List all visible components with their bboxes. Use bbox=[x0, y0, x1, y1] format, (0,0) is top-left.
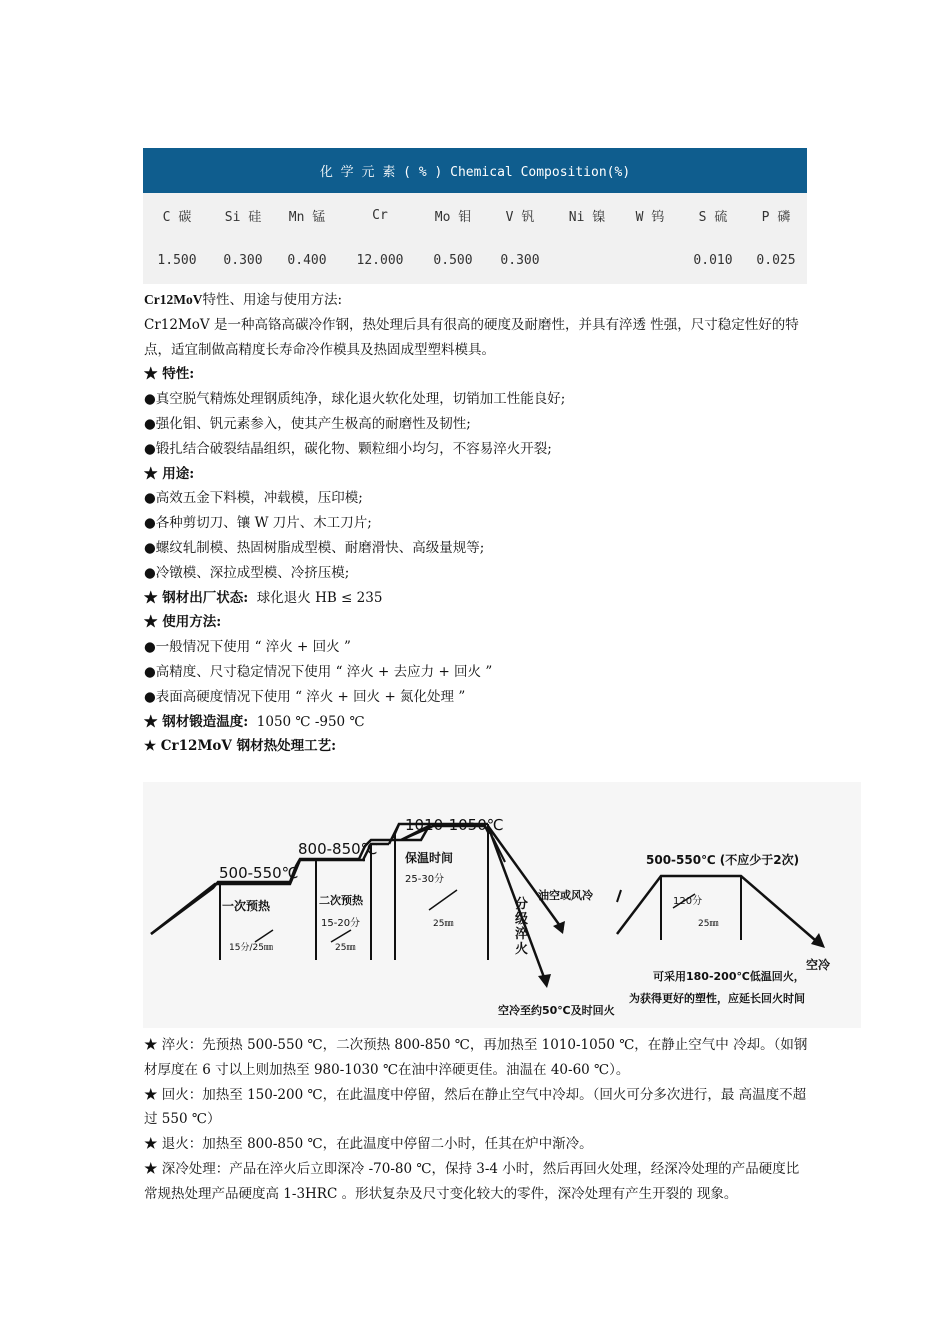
usage-item: ●高精度、尺寸稳定情况下使用 “ 淬火 + 去应力 + 回火 ” bbox=[144, 663, 493, 680]
stage3-time: 25-30分 bbox=[405, 874, 445, 885]
uses-heading: ★ 用途: bbox=[144, 465, 195, 482]
delivery-label: ★ 钢材出厂状态: bbox=[144, 589, 249, 606]
stage2-unit: 25㎜ bbox=[335, 943, 356, 953]
value-cell: 0.300 bbox=[223, 253, 263, 268]
value-cell: 0.300 bbox=[500, 253, 540, 268]
temp-label-3: 1010-1050℃ bbox=[405, 816, 504, 834]
step-quench-label: 级 bbox=[515, 912, 529, 927]
value-cell: 0.025 bbox=[756, 253, 796, 268]
element-cell: Mo 钼 bbox=[434, 210, 472, 225]
value-cell: 1.500 bbox=[157, 253, 197, 268]
use-item: ●冷镦模、深拉成型模、冷挤压模; bbox=[144, 564, 350, 581]
stage3-label: 保温时间 bbox=[405, 851, 454, 865]
element-cell: Si 硅 bbox=[224, 210, 262, 225]
grade-name: Cr12MoV bbox=[144, 292, 203, 307]
composition-table bbox=[143, 148, 807, 284]
element-cell: C 碳 bbox=[162, 210, 192, 225]
note-cryogenic: ★ 深冷处理：产品在淬火后立即深冷 -70-80 ℃，保持 3-4 小时，然后再回火处理，经深冷处理的产品硬度比常规热处理产品硬度高 1-3HRC 。形状复杂及尺寸变化较大的零件，深冷处理有产生开裂的 现象。 bbox=[144, 1160, 800, 1202]
temper-note-1: 可采用180-200℃低温回火， bbox=[653, 970, 805, 983]
composition-body bbox=[143, 193, 807, 284]
element-cell: V 钒 bbox=[505, 210, 535, 225]
intro-title-rest: 特性、用途与使用方法: bbox=[202, 292, 343, 308]
use-item: ●螺纹轧制模、热固树脂成型模、耐磨滑快、高级量规等; bbox=[144, 539, 485, 556]
step-quench-label: 火 bbox=[515, 942, 529, 957]
step-quench-label: 分 bbox=[515, 897, 529, 912]
use-item: ●高效五金下料模，冲载模，压印模; bbox=[144, 490, 363, 507]
temper-note-2: 为获得更好的塑性，应延长回火时间 bbox=[629, 992, 805, 1005]
temp-label-1: 500-550℃ bbox=[219, 864, 299, 882]
feature-item: ●真空脱气精炼处理钢质纯净，球化退火软化处理，切销加工性能良好; bbox=[144, 391, 566, 408]
heat-treatment-diagram bbox=[143, 782, 861, 1028]
forging-label: ★ 钢材锻造温度: bbox=[144, 713, 249, 730]
stage1-time: 15分/25㎜ bbox=[229, 943, 273, 953]
temp-label-2: 800-850℃ bbox=[298, 840, 378, 858]
process-notes bbox=[144, 1033, 810, 1207]
stage1-label: 一次预热 bbox=[222, 899, 271, 913]
usage-item: ●一般情况下使用 “ 淬火 + 回火 ” bbox=[144, 639, 351, 656]
temp-label-4: 500-550℃ (不应少于2次) bbox=[646, 853, 800, 867]
element-cell: W 钨 bbox=[635, 210, 665, 225]
value-cell: 0.400 bbox=[287, 253, 327, 268]
stage3-unit: 25㎜ bbox=[433, 919, 454, 929]
air-cool-temper-label: 空冷至约50℃及时回火 bbox=[498, 1004, 615, 1017]
heat-treatment-svg bbox=[143, 782, 861, 1028]
body-text bbox=[144, 288, 808, 759]
note-quench: ★ 淬火：先预热 500-550 ℃，二次预热 800-850 ℃，再加热至 1010-1050 ℃，在静止空气中 冷却。（如钢材厚度在 6 寸以上则加热至 980-1030 ℃在油中淬硬更佳。油温在 40-60 ℃）。 bbox=[144, 1037, 808, 1078]
feature-item: ●强化钼、钒元素参入，使其产生极高的耐磨性及韧性; bbox=[144, 415, 471, 432]
air-cool-label: 空冷 bbox=[806, 958, 831, 972]
note-temper: ★ 回火：加热至 150-200 ℃，在此温度中停留，然后在静止空气中冷却。（回火可分多次进行，最 高温度不超过 550 ℃） bbox=[144, 1086, 807, 1128]
element-cell: Cr bbox=[372, 208, 388, 223]
intro-description: Cr12MoV 是一种高铬高碳冷作钢，热处理后具有很高的硬度及耐磨性，并具有淬透 性强，尺寸稳定性好的特点，适宜制做高精度长寿命冷作模具及热固成型塑料模具。 bbox=[144, 316, 799, 358]
delivery-line bbox=[144, 586, 808, 611]
cool-oil-air-label: 油空或风冷 bbox=[538, 889, 593, 902]
value-row bbox=[143, 238, 807, 283]
process-title: ★ Cr12MoV 钢材热处理工艺: bbox=[144, 738, 337, 755]
step-quench-label: 淬 bbox=[515, 927, 529, 942]
value-cell: 12.000 bbox=[356, 253, 404, 268]
intro-title bbox=[144, 288, 808, 313]
stage2-label: 二次预热 bbox=[319, 894, 363, 907]
temper-unit: 25㎜ bbox=[698, 919, 719, 929]
element-cell: Mn 锰 bbox=[288, 210, 326, 225]
value-cell: 0.010 bbox=[693, 253, 733, 268]
element-cell: S 硫 bbox=[698, 210, 728, 225]
forging-line bbox=[144, 710, 808, 735]
use-item: ●各种剪切刀、镶 W 刀片、木工刀片; bbox=[144, 515, 372, 532]
feature-item: ●锻扎结合破裂结晶组织，碳化物、颗粒细小均匀，不容易淬火开裂; bbox=[144, 440, 552, 457]
usage-item: ●表面高硬度情况下使用 “ 淬火 + 回火 + 氮化处理 ” bbox=[144, 688, 466, 705]
element-row bbox=[143, 193, 807, 238]
features-heading: ★ 特性: bbox=[144, 366, 195, 383]
delivery-value: 球化退火 HB ≤ 235 bbox=[256, 589, 383, 606]
temper-time: 120分 bbox=[673, 896, 703, 907]
value-cell: 0.500 bbox=[433, 253, 473, 268]
composition-header: 化 学 元 素 ( % ) Chemical Composition(%) bbox=[143, 148, 807, 193]
forging-value: 1050 ℃ -950 ℃ bbox=[256, 713, 365, 730]
stage2-time: 15-20分 bbox=[321, 918, 361, 929]
element-cell: Ni 镍 bbox=[568, 210, 606, 225]
note-anneal: ★ 退火：加热至 800-850 ℃，在此温度中停留二小时，任其在炉中渐冷。 bbox=[144, 1136, 593, 1153]
usage-heading: ★ 使用方法: bbox=[144, 614, 222, 631]
element-cell: P 磷 bbox=[761, 210, 791, 225]
